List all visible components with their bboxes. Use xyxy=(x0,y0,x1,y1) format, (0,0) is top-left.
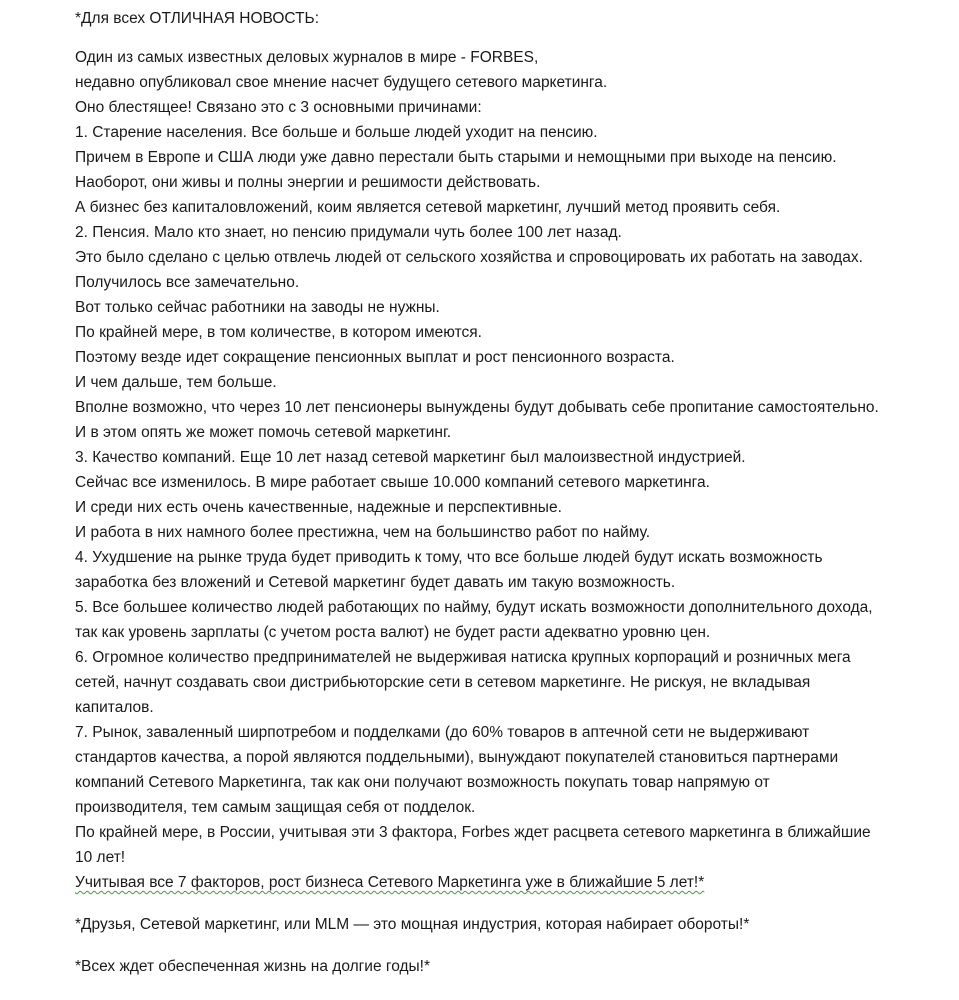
text-line: капиталов. xyxy=(75,699,154,716)
text-line: И среди них есть очень качественные, надежные и перспективные. xyxy=(75,499,562,516)
text-line: Это было сделано с целью отвлечь людей от сельского хозяйства и спровоцировать их работать на заводах. xyxy=(75,249,863,266)
text-line: заработка без вложений и Сетевой маркетинг будет давать им такую возможность. xyxy=(75,574,676,591)
text-line: 6. Огромное количество предпринимателей не выдерживая натиска крупных корпораций и розничных мега xyxy=(75,649,851,666)
text-line: недавно опубликовал свое мнение насчет будущего сетевого маркетинга. xyxy=(75,74,608,91)
text-line: По крайней мере, в России, учитывая эти 3 фактора, Forbes ждет расцвета сетевого маркетинга в ближайшие xyxy=(75,824,871,841)
text-line: И чем дальше, тем больше. xyxy=(75,374,277,391)
text-line: 3. Качество компаний. Еще 10 лет назад сетевой маркетинг был малоизвестной индустрией. xyxy=(75,449,746,466)
text-line: 7. Рынок, заваленный ширпотребом и подделками (до 60% товаров в аптечной сети не выдерживают xyxy=(75,724,810,741)
text-line: Сейчас все изменилось. В мире работает свыше 10.000 компаний сетевого маркетинга. xyxy=(75,474,710,491)
text-line: А бизнес без капиталовложений, коим является сетевой маркетинг, лучший метод проявить себя. xyxy=(75,199,781,216)
text-line: И работа в них намного более престижна, чем на большинство работ по найму. xyxy=(75,524,651,541)
highlight-line: Учитывая все 7 факторов, рост бизнеса Сетевого Маркетинга уже в ближайшие 5 лет!* xyxy=(75,874,705,891)
document-heading: *Для всех ОТЛИЧНАЯ НОВОСТЬ: xyxy=(75,10,320,27)
text-line: По крайней мере, в том количестве, в котором имеются. xyxy=(75,324,482,341)
text-line: так как уровень зарплаты (с учетом роста валют) не будет расти адекватно уровню цен. xyxy=(75,624,711,641)
text-line: Один из самых известных деловых журналов в мире - FORBES, xyxy=(75,49,539,66)
text-line: Вполне возможно, что через 10 лет пенсионеры вынуждены будут добывать себе пропитание самостоятельно. xyxy=(75,399,879,416)
text-line: Вот только сейчас работники на заводы не нужны. xyxy=(75,299,440,316)
text-line: Оно блестящее! Связано это с 3 основными причинами: xyxy=(75,99,482,116)
text-line: И в этом опять же может помочь сетевой маркетинг. xyxy=(75,424,452,441)
text-line: компаний Сетевого Маркетинга, так как они получают возможность покупать товар напрямую от xyxy=(75,774,770,791)
text-line: 5. Все большее количество людей работающих по найму, будут искать возможности дополнительного дохода, xyxy=(75,599,873,616)
text-line: Поэтому везде идет сокращение пенсионных выплат и рост пенсионного возраста. xyxy=(75,349,675,366)
text-line: 1. Старение населения. Все больше и больше людей уходит на пенсию. xyxy=(75,124,598,141)
text-line: производителя, тем самым защищая себя от подделок. xyxy=(75,799,476,816)
text-line: Получилось все замечательно. xyxy=(75,274,300,291)
closing-line: *Всех ждет обеспеченная жизнь на долгие годы!* xyxy=(75,958,430,975)
text-line: 4. Ухудшение на рынке труда будет приводить к тому, что все больше людей будут искать возможность xyxy=(75,549,823,566)
text-line: стандартов качества, а порой являются поддельными), вынуждают покупателей становиться партнерами xyxy=(75,749,839,766)
text-line: Причем в Европе и США люди уже давно перестали быть старыми и немощными при выходе на пенсию. xyxy=(75,149,837,166)
text-line: 10 лет! xyxy=(75,849,126,866)
text-line: 2. Пенсия. Мало кто знает, но пенсию придумали чуть более 100 лет назад. xyxy=(75,224,622,241)
closing-line: *Друзья, Сетевой маркетинг, или MLM — это мощная индустрия, которая набирает обороты!* xyxy=(75,916,750,933)
text-line: сетей, начнут создавать свои дистрибьюторские сети в сетевом маркетинге. Не рискуя, не вкладывая xyxy=(75,674,811,691)
text-line: Наоборот, они живы и полны энергии и решимости действовать. xyxy=(75,174,541,191)
